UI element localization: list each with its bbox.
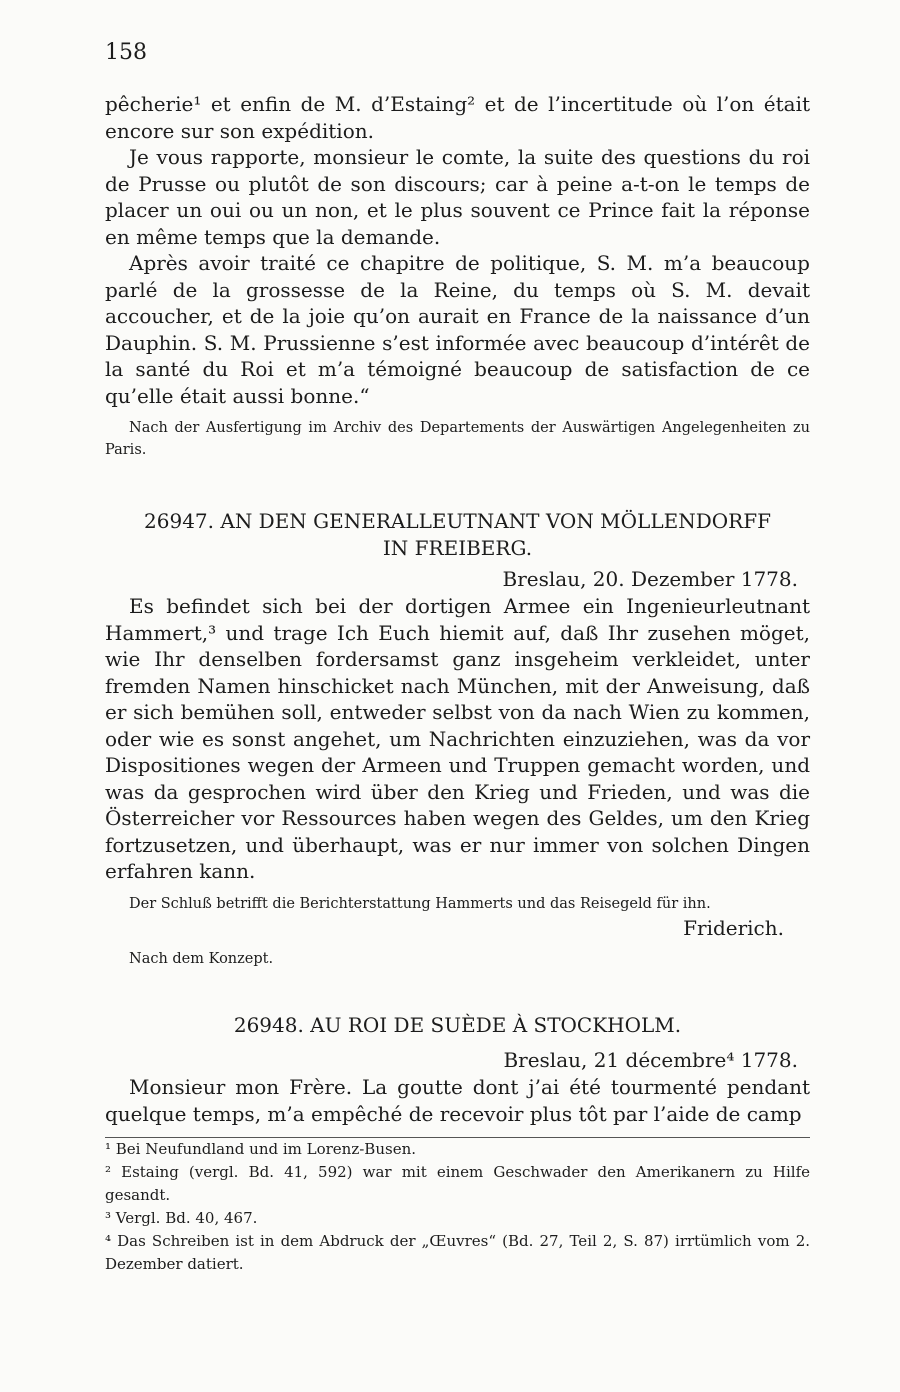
paragraph: Je vous rapporte, monsieur le comte, la suite des questions du roi de Prusse ou plutôt de son discours; car à peine a-t-on le temps de placer un oui ou un non, et le plus souvent ce Prince fait la réponse en même temps que la demande. <box>105 145 810 249</box>
dateline: Breslau, 20. Dezember 1778. <box>502 567 798 591</box>
paragraph: Après avoir traité ce chapitre de politique, S. M. m’a beaucoup parlé de la grossesse de la Reine, du temps où S. M. devait accoucher, et de la joie qu’on aurait en France de la naissance d’un Dauphin. S. M. Prussienne s’est informée avec beaucoup d’intérêt de la santé du Roi et m’a témoigné beaucoup de satisfaction de ce qu’elle était aussi bonne.“ <box>105 251 810 408</box>
letter-heading: 26948. AU ROI DE SUÈDE À STOCKHOLM. <box>233 1013 682 1037</box>
letter-text: Es befindet sich bei der dortigen Armee ein Ingenieurleutnant Hammert,³ und trage Ich Euch hiemit auf, daß Ihr zusehen möget, wie Ihr denselben fordersamst ganz insgeheim verkleidet, unter fremden Namen hinschicket nach München, mit der Anweisung, daß er sich bemühen soll, entweder selbst von da nach Wien zu kommen, oder wie es sonst angehet, um Nachrichten einzuziehen, was da vor Dispositiones wegen der Armeen und Truppen gemacht worden, und was da gesprochen wird über den Krieg und Frieden, und was die Österreicher vor Ressources haben wegen des Geldes, um den Krieg fortzusetzen, und überhaupt, was er nur immer von solchen Dingen erfahren kann. <box>105 594 810 883</box>
dateline: Breslau, 21 décembre⁴ 1778. <box>503 1048 798 1072</box>
source-note: Nach der Ausfertigung im Archiv des Departements der Auswärtigen Angelegenheiten zu Paris. <box>105 420 810 458</box>
footnote: ² Estaing (vergl. Bd. 41, 592) war mit einem Geschwader den Amerikanern zu Hilfe gesandt. <box>105 1163 810 1204</box>
footnotes <box>105 1137 810 1276</box>
summary-note: Der Schluß betrifft die Berichterstattung Hammerts und das Reisegeld für ihn. <box>129 895 711 912</box>
footnote: ³ Vergl. Bd. 40, 467. <box>105 1209 258 1227</box>
footnote: ⁴ Das Schreiben ist in dem Abdruck der „Œuvres“ (Bd. 27, Teil 2, S. 87) irrtümlich vom 2. Dezember datiert. <box>105 1232 810 1273</box>
source-note: Nach dem Konzept. <box>129 950 274 967</box>
letter-text: Monsieur mon Frère. La goutte dont j’ai été tourmenté pendant quelque temps, m’a empêché de recevoir plus tôt par l’aide de camp <box>105 1075 810 1126</box>
letter-continuation <box>105 91 810 461</box>
page-number: 158 <box>105 40 147 65</box>
letter-26947 <box>105 508 810 970</box>
footnote: ¹ Bei Neufundland und im Lorenz-Busen. <box>105 1140 416 1158</box>
letter-heading-place: IN FREIBERG. <box>382 536 533 560</box>
letter-26948 <box>105 1012 810 1127</box>
signature: Friderich. <box>683 915 784 940</box>
paragraph: pêcherie¹ et enfin de M. d’Estaing² et de l’incertitude où l’on était encore sur son expédition. <box>105 92 810 143</box>
letter-heading: 26947. AN DEN GENERALLEUTNANT VON MÖLLENDORFF <box>144 509 771 533</box>
